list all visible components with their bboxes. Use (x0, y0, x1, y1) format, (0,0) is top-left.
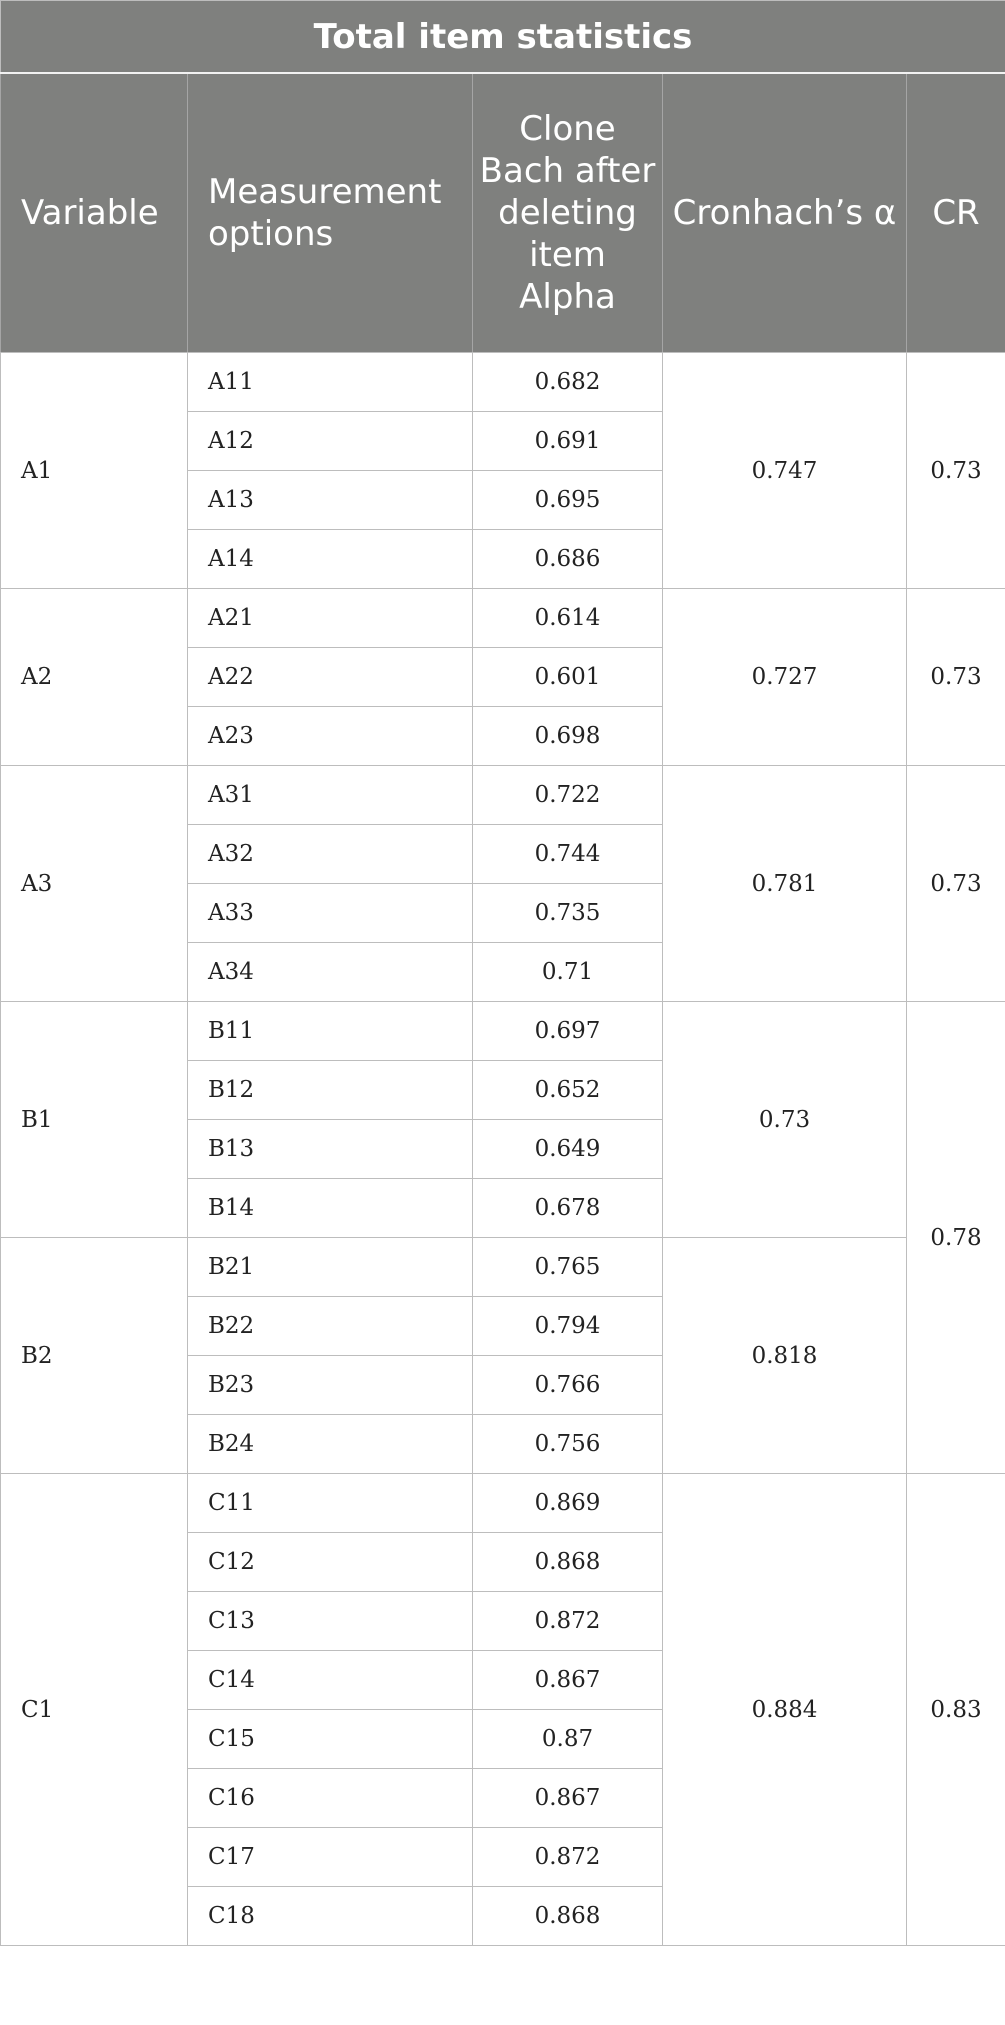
col-header-cr: CR (907, 73, 1005, 353)
measurement-option-cell: B21 (188, 1238, 473, 1297)
col-header-measurement-options: Measurement options (188, 73, 473, 353)
measurement-option-cell: C17 (188, 1828, 473, 1887)
title-row (1, 1, 1005, 74)
measurement-option-cell: C11 (188, 1474, 473, 1533)
measurement-option-cell: A31 (188, 766, 473, 825)
measurement-option-cell: A21 (188, 589, 473, 648)
table-title: Total item statistics (1, 1, 1005, 74)
cronbach-alpha-cell: 0.884 (663, 1474, 907, 1946)
table-row (1, 589, 1005, 648)
measurement-option-cell: A12 (188, 412, 473, 471)
table-body (1, 353, 1005, 1946)
col-header-alpha-if-deleted: Clone Bach after deleting item Alpha (473, 73, 663, 353)
table-row (1, 1474, 1005, 1533)
variable-cell: C1 (1, 1474, 188, 1946)
alpha-if-deleted-cell: 0.698 (473, 707, 663, 766)
col-header-variable: Variable (1, 73, 188, 353)
cronbach-alpha-cell: 0.727 (663, 589, 907, 766)
alpha-if-deleted-cell: 0.872 (473, 1828, 663, 1887)
table-row (1, 1238, 1005, 1297)
table-header (1, 1, 1005, 353)
measurement-option-cell: B14 (188, 1179, 473, 1238)
cr-cell: 0.73 (907, 589, 1005, 766)
measurement-option-cell: C16 (188, 1769, 473, 1828)
alpha-if-deleted-cell: 0.686 (473, 530, 663, 589)
variable-cell: B1 (1, 1002, 188, 1238)
alpha-if-deleted-cell: 0.869 (473, 1474, 663, 1533)
alpha-if-deleted-cell: 0.872 (473, 1592, 663, 1651)
alpha-if-deleted-cell: 0.735 (473, 884, 663, 943)
measurement-option-cell: C15 (188, 1710, 473, 1769)
table-row (1, 1002, 1005, 1061)
alpha-if-deleted-cell: 0.87 (473, 1710, 663, 1769)
alpha-if-deleted-cell: 0.697 (473, 1002, 663, 1061)
alpha-if-deleted-cell: 0.766 (473, 1356, 663, 1415)
measurement-option-cell: A23 (188, 707, 473, 766)
alpha-if-deleted-cell: 0.744 (473, 825, 663, 884)
variable-cell: A1 (1, 353, 188, 589)
measurement-option-cell: A11 (188, 353, 473, 412)
measurement-option-cell: A32 (188, 825, 473, 884)
variable-cell: B2 (1, 1238, 188, 1474)
cronbach-alpha-cell: 0.73 (663, 1002, 907, 1238)
variable-cell: A3 (1, 766, 188, 1002)
column-header-row (1, 73, 1005, 353)
measurement-option-cell: C18 (188, 1887, 473, 1946)
measurement-option-cell: A33 (188, 884, 473, 943)
cr-cell: 0.73 (907, 353, 1005, 589)
cr-cell: 0.83 (907, 1474, 1005, 1946)
measurement-option-cell: C13 (188, 1592, 473, 1651)
cronbach-alpha-cell: 0.747 (663, 353, 907, 589)
measurement-option-cell: B13 (188, 1120, 473, 1179)
measurement-option-cell: B23 (188, 1356, 473, 1415)
alpha-if-deleted-cell: 0.722 (473, 766, 663, 825)
alpha-if-deleted-cell: 0.601 (473, 648, 663, 707)
measurement-option-cell: B22 (188, 1297, 473, 1356)
table-row (1, 766, 1005, 825)
measurement-option-cell: C12 (188, 1533, 473, 1592)
measurement-option-cell: A34 (188, 943, 473, 1002)
measurement-option-cell: A22 (188, 648, 473, 707)
alpha-if-deleted-cell: 0.765 (473, 1238, 663, 1297)
alpha-if-deleted-cell: 0.868 (473, 1887, 663, 1946)
alpha-if-deleted-cell: 0.614 (473, 589, 663, 648)
alpha-if-deleted-cell: 0.71 (473, 943, 663, 1002)
measurement-option-cell: B12 (188, 1061, 473, 1120)
alpha-if-deleted-cell: 0.867 (473, 1769, 663, 1828)
measurement-option-cell: C14 (188, 1651, 473, 1710)
alpha-if-deleted-cell: 0.695 (473, 471, 663, 530)
variable-cell: A2 (1, 589, 188, 766)
alpha-if-deleted-cell: 0.649 (473, 1120, 663, 1179)
alpha-if-deleted-cell: 0.868 (473, 1533, 663, 1592)
alpha-if-deleted-cell: 0.756 (473, 1415, 663, 1474)
alpha-if-deleted-cell: 0.794 (473, 1297, 663, 1356)
alpha-if-deleted-cell: 0.867 (473, 1651, 663, 1710)
cr-cell: 0.73 (907, 766, 1005, 1002)
cr-cell: 0.78 (907, 1002, 1005, 1474)
alpha-if-deleted-cell: 0.678 (473, 1179, 663, 1238)
measurement-option-cell: A13 (188, 471, 473, 530)
measurement-option-cell: A14 (188, 530, 473, 589)
alpha-if-deleted-cell: 0.682 (473, 353, 663, 412)
alpha-if-deleted-cell: 0.691 (473, 412, 663, 471)
measurement-option-cell: B11 (188, 1002, 473, 1061)
cronbach-alpha-cell: 0.818 (663, 1238, 907, 1474)
cronbach-alpha-cell: 0.781 (663, 766, 907, 1002)
col-header-cronbach-alpha: Cronhach’s α (663, 73, 907, 353)
alpha-if-deleted-cell: 0.652 (473, 1061, 663, 1120)
measurement-option-cell: B24 (188, 1415, 473, 1474)
table-row (1, 353, 1005, 412)
